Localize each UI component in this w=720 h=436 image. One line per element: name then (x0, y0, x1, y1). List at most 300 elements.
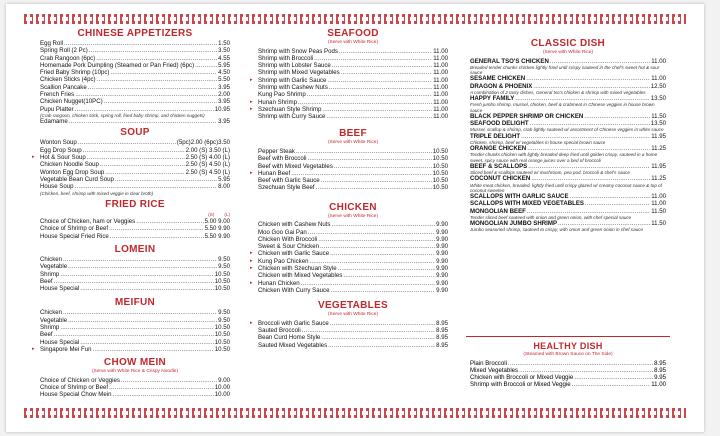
menu-item-row (40, 331, 230, 338)
section-title-classic-dish: CLASSIC DISH (530, 38, 606, 49)
dot-leader (68, 317, 217, 324)
menu-item-price: 9.90 (436, 235, 448, 243)
menu-item-name: ▸ Singapore Mei Fun (40, 346, 92, 353)
menu-item-row (258, 221, 448, 228)
size-column-headers: (S) (L) (208, 211, 230, 217)
menu-item-description: Jumbo seasoned shrimp, sauteed to crispy, with onion and green onion in chef sauce (470, 227, 644, 233)
menu-item-row (258, 163, 448, 170)
menu-item-price: 9.90 (436, 272, 448, 280)
menu-item-name: Shrimp with Curry Sauce (258, 113, 326, 121)
dot-leader (515, 95, 649, 102)
menu-item-row (258, 236, 448, 243)
menu-item-price: 11.25 (651, 175, 666, 183)
dot-leader (307, 155, 431, 162)
menu-item-row (40, 91, 230, 98)
menu-item-name: Pepper Steak (258, 147, 295, 155)
menu-item-price: 8.95 (654, 359, 666, 367)
menu-item-name: Chicken with Broccoli or Mixed Veggie (470, 374, 574, 382)
dot-leader (301, 280, 435, 287)
menu-item-row (40, 233, 230, 240)
section-subtitle-beef: (Serve with White Rice) (327, 140, 379, 146)
menu-item-row (40, 55, 230, 62)
menu-item-name: Kung Pao Shrimp (258, 91, 306, 99)
dot-leader (308, 229, 435, 236)
menu-item-row (258, 327, 448, 334)
menu-item-price: 12.50 (650, 82, 666, 90)
menu-item-price: 11.95 (651, 132, 666, 140)
menu-item-price: 2.50 (S) 4.50 (L) (185, 161, 230, 169)
menu-item-name: Beef with Garlic Sauce (258, 177, 320, 185)
section-title-vegetables: VEGETABLES (317, 300, 389, 312)
menu-item-price: 9.90 (436, 265, 448, 273)
menu-item-description: Fresh jumbo shrimp, mussel, chicken, beef & crabmeat in Chinese veggies in house brown sauce (470, 102, 655, 113)
menu-item-row (258, 320, 448, 327)
dot-leader (521, 133, 650, 140)
section-items-classic-dish (470, 58, 666, 233)
menu-item-price: 5.00 9.00 (204, 218, 230, 226)
menu-item-name: Chicken with Cashew Nuts (258, 221, 331, 229)
menu-item-row (258, 287, 448, 294)
menu-item-row (40, 161, 230, 168)
menu-item-name: Chicken Sticks (4pc) (40, 76, 96, 84)
menu-item-row (40, 285, 230, 292)
menu-item-name: Vegetable (40, 316, 68, 324)
section-title-fried-rice: FRIED RICE (105, 198, 165, 210)
menu-item-name: Pupu Platter (40, 105, 74, 113)
dot-leader (570, 193, 651, 200)
menu-item-row (40, 106, 230, 113)
menu-item-name: SCALLOPS WITH GARLIC SAUCE (470, 192, 569, 200)
dot-leader (96, 55, 217, 62)
menu-item-price: 3.95 (218, 98, 230, 106)
dot-leader (574, 374, 653, 381)
dot-leader (329, 84, 432, 91)
menu-item-name: House Special Fried Rice (40, 232, 109, 240)
menu-item-row (258, 250, 448, 257)
menu-item-price: 5.95 (218, 61, 230, 69)
menu-item-price: 8.95 (436, 341, 448, 349)
menu-item-row (258, 184, 448, 191)
menu-item-name: MONGOLIAN BEEF (470, 207, 526, 215)
menu-item-row (470, 200, 666, 207)
menu-item-price: 3.95 (218, 83, 230, 91)
menu-item-price: 11.25 (651, 145, 666, 152)
menu-item-row (258, 48, 448, 55)
menu-column-2 (258, 26, 448, 349)
dot-leader (526, 75, 650, 82)
menu-item-name: COCONUT CHICKEN (470, 175, 531, 183)
dot-leader (330, 287, 435, 294)
menu-item-description: Mussel, scallop & shrimp, crab lightly sauteed w/ assortment of Chinese veggies in white sauce (470, 127, 664, 133)
menu-item-name: Chicken (40, 309, 63, 317)
dot-leader (87, 154, 185, 161)
menu-item-name: Scallion Pancake (40, 83, 87, 91)
dot-leader (533, 83, 649, 90)
section-items-fried-rice (40, 218, 230, 240)
menu-item-price: 9.50 (218, 263, 230, 271)
menu-item-name: Vegetable (40, 263, 68, 271)
dot-leader (105, 169, 184, 176)
section-note-house-soup: (Chicken, beef, shrimp with mixed veggie in clear broth) (40, 190, 154, 196)
menu-item-name: Beef (40, 277, 53, 285)
menu-item-price: 11.00 (433, 98, 448, 106)
section-items-meifun (40, 309, 230, 353)
menu-item-price: 10.50 (432, 184, 448, 192)
menu-item-price: 11.00 (433, 83, 448, 91)
menu-item-name: Choice of Chicken or Veggies (40, 376, 120, 384)
menu-item-price: 4.50 (218, 69, 230, 77)
section-subtitle-chow-mein: (Serve with White Rice & Crispy Noodle) (91, 369, 179, 375)
section-items-chicken (258, 221, 448, 294)
dot-leader (100, 161, 185, 168)
menu-item-row (470, 163, 666, 170)
menu-item-row (40, 69, 230, 76)
dot-leader (75, 183, 218, 190)
menu-item-row (40, 317, 230, 324)
menu-item-name: Shrimp (40, 324, 60, 332)
menu-item-row (258, 106, 448, 113)
menu-item-row (470, 120, 666, 127)
dot-leader (109, 384, 214, 391)
dot-leader (326, 113, 432, 120)
menu-item-price: 11.50 (651, 220, 666, 227)
menu-item-row (40, 391, 230, 398)
menu-item-name: Chicken Noodle Soup (40, 161, 99, 169)
menu-item-name: BEEF & SCALLOPS (470, 162, 528, 170)
menu-item-row (258, 69, 448, 76)
dot-leader (93, 346, 214, 353)
menu-item-row (40, 62, 230, 69)
menu-item-row (470, 193, 666, 200)
section-subtitle-healthy-dish: (Steamed with Brown Sauce on The Side) (523, 352, 613, 357)
dot-leader (341, 69, 433, 76)
menu-item-row (258, 258, 448, 265)
menu-item-row (258, 243, 448, 250)
menu-item-price: 11.00 (433, 113, 448, 121)
dot-leader (528, 163, 650, 170)
menu-item-row (40, 154, 230, 161)
menu-item-name: Chicken with Mixed Vegetables (258, 272, 343, 280)
menu-item-price: 10.50 (432, 169, 448, 177)
dot-leader (195, 62, 217, 69)
dot-leader (332, 62, 432, 69)
menu-item-row (40, 256, 230, 263)
menu-item-price: 10.50 (432, 162, 448, 170)
menu-item-row: Edamame ..... 3.95 (40, 118, 230, 125)
dot-leader (318, 236, 435, 243)
menu-item-row (470, 95, 666, 102)
dot-leader (112, 391, 213, 398)
section-items-lomein (40, 256, 230, 292)
dot-leader (327, 77, 432, 84)
section-title-lomein: LOMEIN (114, 243, 156, 255)
dot-leader (338, 265, 436, 272)
menu-item-row (40, 40, 230, 47)
dot-leader (121, 377, 217, 384)
menu-item-price: (5pc)2.00 (6pc)3.50 (176, 139, 230, 147)
menu-item-row (40, 339, 230, 346)
menu-item-name: French Fries (40, 91, 75, 99)
menu-item-price: 9.50 (218, 316, 230, 324)
section-title-meifun: MEIFUN (114, 297, 156, 309)
menu-item-price: 5.95 (218, 175, 230, 183)
menu-item-row (40, 139, 230, 146)
menu-item-name: Beef with Broccoli (258, 155, 307, 163)
menu-item-price: 11.00 (433, 91, 448, 99)
section-items-beef (258, 148, 448, 192)
menu-item-row (40, 47, 230, 54)
menu-item-price: 10.50 (432, 177, 448, 185)
dot-leader (97, 76, 218, 83)
menu-item-price: 11.50 (651, 207, 666, 215)
menu-item-row (40, 84, 230, 91)
menu-item-price: 11.50 (651, 112, 666, 120)
menu-column-3 (470, 26, 666, 233)
menu-column-1 (40, 26, 230, 399)
menu-item-row (258, 155, 448, 162)
menu-item-row (258, 77, 448, 84)
menu-item-price: 10.00 (214, 384, 230, 391)
menu-item-price: 10.50 (214, 270, 230, 278)
menu-item-name: Szechuan Style Beef (258, 184, 315, 192)
menu-item-row (40, 183, 230, 190)
dot-leader (75, 91, 217, 98)
menu-item-price: 8.95 (654, 366, 666, 374)
dot-leader (330, 250, 435, 257)
menu-item-price: 5.50 (218, 76, 230, 84)
menu-item-row (258, 91, 448, 98)
menu-item-row (40, 98, 230, 105)
section-title-seafood: SEAFOOD (327, 28, 379, 39)
dot-leader (68, 263, 217, 270)
menu-item-price: 13.50 (650, 95, 666, 102)
dot-leader (78, 139, 176, 146)
dot-leader (60, 324, 213, 331)
dot-leader (89, 47, 217, 54)
dot-leader (88, 84, 217, 91)
menu-item-name: Shrimp with Lobster Sauce (258, 62, 331, 70)
menu-item-row (40, 278, 230, 285)
menu-item-row (470, 113, 666, 120)
menu-item-name: Choice of Shrimp or Beef (40, 384, 109, 391)
menu-item-price: 11.00 (651, 381, 666, 389)
menu-item-description: White meat chicken, breaded, lightly fried until crispy glazed w/ creamy coconut sauce & top of coconut sweeten (470, 182, 663, 193)
menu-item-price: 10.00 (214, 391, 230, 399)
dot-leader (508, 360, 653, 367)
menu-item-name: Mixed Vegetables (470, 366, 519, 374)
menu-item-row (470, 58, 666, 65)
menu-item-price: 2.50 (S) 4.00 (L) (185, 154, 230, 162)
menu-item-description: A combination of 2 tasty dishes, General tso's chicken & shrimp with mixed vegetables (470, 89, 646, 95)
section-subtitle-vegetables: (Serve with White Rice) (327, 312, 379, 318)
menu-item-price: 11.00 (651, 57, 666, 65)
decorative-border-bottom (24, 408, 686, 418)
section-items-soup (40, 139, 230, 190)
menu-item-name: ▸ Chicken with Garlic Sauce (258, 250, 329, 257)
menu-item-name: Egg Roll (40, 40, 64, 47)
menu-item-price: 9.90 (436, 250, 448, 258)
menu-item-name: Sauted Broccoli (258, 327, 301, 335)
menu-item-name: Bean Curd Home Style (258, 334, 321, 342)
menu-item-price: 8.95 (436, 334, 448, 342)
menu-item-name: Beef (40, 331, 53, 339)
menu-item-row (40, 324, 230, 331)
menu-item-price: 9.50 (218, 255, 230, 263)
menu-item-name: DRAGON & PHOENIX (470, 82, 533, 90)
menu-item-name: ORANGE CHICKEN (470, 145, 527, 152)
menu-item-price: 11.00 (433, 62, 448, 70)
menu-item-row (258, 334, 448, 341)
menu-item-price: 2.00 (S) 3.50 (L) (185, 146, 230, 154)
menu-item-price: 10.50 (214, 345, 230, 353)
menu-item-name: SEAFOOD DELIGHT (470, 120, 529, 127)
menu-item-row (258, 265, 448, 272)
menu-item-price: 10.50 (214, 338, 230, 346)
menu-item-name: Shrimp with Mixed Vegetables (258, 69, 340, 77)
menu-item-price: 10.95 (214, 105, 230, 113)
menu-item-price: 9.95 (654, 374, 666, 382)
dot-leader (343, 272, 435, 279)
menu-item-row (470, 133, 666, 140)
dot-leader (136, 218, 203, 225)
dot-leader (316, 184, 432, 191)
menu-item-price: 8.95 (436, 327, 448, 335)
dot-leader (314, 55, 432, 62)
dot-leader (334, 163, 432, 170)
dot-leader (321, 177, 432, 184)
menu-item-price: 9.90 (436, 228, 448, 236)
dot-leader (296, 148, 432, 155)
menu-item-price: 11.95 (651, 162, 666, 170)
menu-item-row (258, 113, 448, 120)
menu-item-name: ▸ Broccoli with Garlic Sauce (258, 320, 329, 327)
menu-item-name: Shrimp with Broccoli or Mixed Veggie (470, 381, 571, 389)
section-title-chow-mein: CHOW MEIN (103, 357, 167, 369)
menu-item-name: ▸ Hot & Sour Soup (40, 154, 86, 161)
dot-leader (550, 58, 650, 65)
menu-item-row (470, 175, 666, 182)
menu-item-description: Chicken, shrimp, beef w/ vegetables in house special brown sauce (470, 139, 606, 145)
menu-item-price: 11.00 (651, 192, 666, 200)
dot-leader (330, 320, 435, 327)
menu-item-name: Sweet & Sour Chicken (258, 243, 319, 251)
menu-item-price: 9.90 (436, 279, 448, 287)
dot-leader (584, 113, 650, 120)
menu-item-row (258, 84, 448, 91)
menu-item-price: 10.50 (214, 331, 230, 339)
menu-item-name: Wonton Egg Drop Soup (40, 168, 105, 176)
menu-item-price: 11.00 (433, 47, 448, 55)
menu-item-name: HAPPY FAMILY (470, 95, 515, 102)
menu-item-name: Spring Roll (2 Pc) (40, 47, 88, 55)
menu-item-name: Chicken Nugget(10PC) (40, 98, 103, 106)
menu-item-row (470, 220, 666, 227)
section-note-pupu-platter: (Crab rangoon, chicken stick, spring roll, fried baby shrimp, and chicken nuggets) (40, 112, 205, 118)
menu-item-description: Tender chunks chicken with lightly breaded deep fried until golden crispy, sauteed in a home sweet, spicy sauce with real orange juices over a bed of broccoli (470, 152, 658, 163)
dot-leader (110, 69, 217, 76)
menu-item-name: Beef with Mixed Vegetables (258, 162, 333, 170)
dot-leader (321, 334, 435, 341)
dot-leader (104, 98, 217, 105)
dot-leader (291, 170, 432, 177)
menu-item-description: Sliced beef & scallops sauteed w/ mushroom, pea pod, broccoli & chef's sauce (470, 170, 630, 175)
menu-item-row (40, 76, 230, 83)
menu-item-name: Shrimp (40, 270, 60, 278)
menu-item-price: 11.00 (433, 76, 448, 84)
menu-item-price: 11.00 (651, 200, 666, 208)
menu-item-price: 2.50 (S) 4.50 (L) (185, 168, 230, 176)
menu-item-name: Chicken (40, 255, 63, 263)
menu-item-row (258, 55, 448, 62)
menu-item-description: Breaded tender chunks chicken lightly fried until crispy sauteed in the chef's sweet hot & sour sauce (470, 64, 660, 75)
menu-item-row (40, 377, 230, 384)
dot-leader (75, 106, 214, 113)
menu-item-name: Choice of Chicken, ham or Veggies (40, 218, 136, 226)
section-title-healthy-dish: HEALTHY DISH (533, 341, 603, 351)
menu-item-row (470, 374, 666, 381)
section-items-seafood (258, 48, 448, 121)
menu-item-row (470, 381, 666, 388)
menu-item-row (258, 99, 448, 106)
dot-leader (298, 99, 432, 106)
menu-item-name: ▸ Szechuan Style Shrimp (258, 106, 321, 113)
dot-leader (63, 256, 217, 263)
dot-leader (339, 48, 432, 55)
dot-leader (307, 91, 432, 98)
menu-item-row (258, 148, 448, 155)
dot-leader (80, 285, 213, 292)
menu-item-name: ▸ Kung Pao Chicken (258, 258, 308, 265)
menu-item-price: 3.50 (218, 47, 230, 55)
menu-item-row (40, 263, 230, 270)
menu-item-name: House Special (40, 285, 80, 293)
menu-item-price: 10.50 (432, 155, 448, 163)
dot-leader (320, 243, 435, 250)
menu-item-price: 1.50 (218, 40, 230, 47)
section-title-chicken: CHICKEN (329, 201, 377, 213)
section-subtitle-classic-dish: (Serve with White Rice) (542, 50, 594, 55)
dot-leader (60, 271, 213, 278)
menu-item-name: ▸ Shrimp with Garlic Sauce (258, 77, 326, 84)
menu-item-row (40, 309, 230, 316)
dot-leader (572, 381, 651, 388)
dot-leader (328, 342, 435, 349)
menu-item-name: ▸ Hunan Chicken (258, 280, 300, 287)
section-items-chow-mein (40, 377, 230, 399)
menu-item-name: Moo Goo Gai Pan (258, 228, 307, 236)
menu-item-price: 10.50 (432, 147, 448, 155)
menu-item-row (258, 177, 448, 184)
menu-item-row (258, 62, 448, 69)
menu-item-row (40, 147, 230, 154)
dot-leader (63, 309, 217, 316)
menu-item-name: Plain Broccoli (470, 359, 507, 367)
menu-item-price: 5.50 9.90 (204, 232, 230, 240)
dot-leader (109, 225, 203, 232)
section-subtitle-seafood: (Serve with White Rice) (327, 40, 379, 45)
menu-item-name: ▸ Chicken with Szechuan Style (258, 265, 337, 272)
menu-item-name: Chicken With Broccoli (258, 235, 318, 243)
menu-item-price: 9.00 (218, 376, 230, 384)
menu-item-name: House Special (40, 338, 80, 346)
dot-leader (585, 200, 650, 207)
menu-item-name: MONGOLIAN JUMBO SHRIMP (470, 220, 558, 227)
menu-item-price: 2.00 (218, 91, 230, 99)
menu-item-name: Homemade Pork Dumpling (Steamed or Pan Fried) (6pc) (40, 61, 195, 69)
menu-item-row (258, 229, 448, 236)
menu-item-price: 8.95 (436, 319, 448, 327)
menu-item-price: 10.50 (214, 277, 230, 285)
